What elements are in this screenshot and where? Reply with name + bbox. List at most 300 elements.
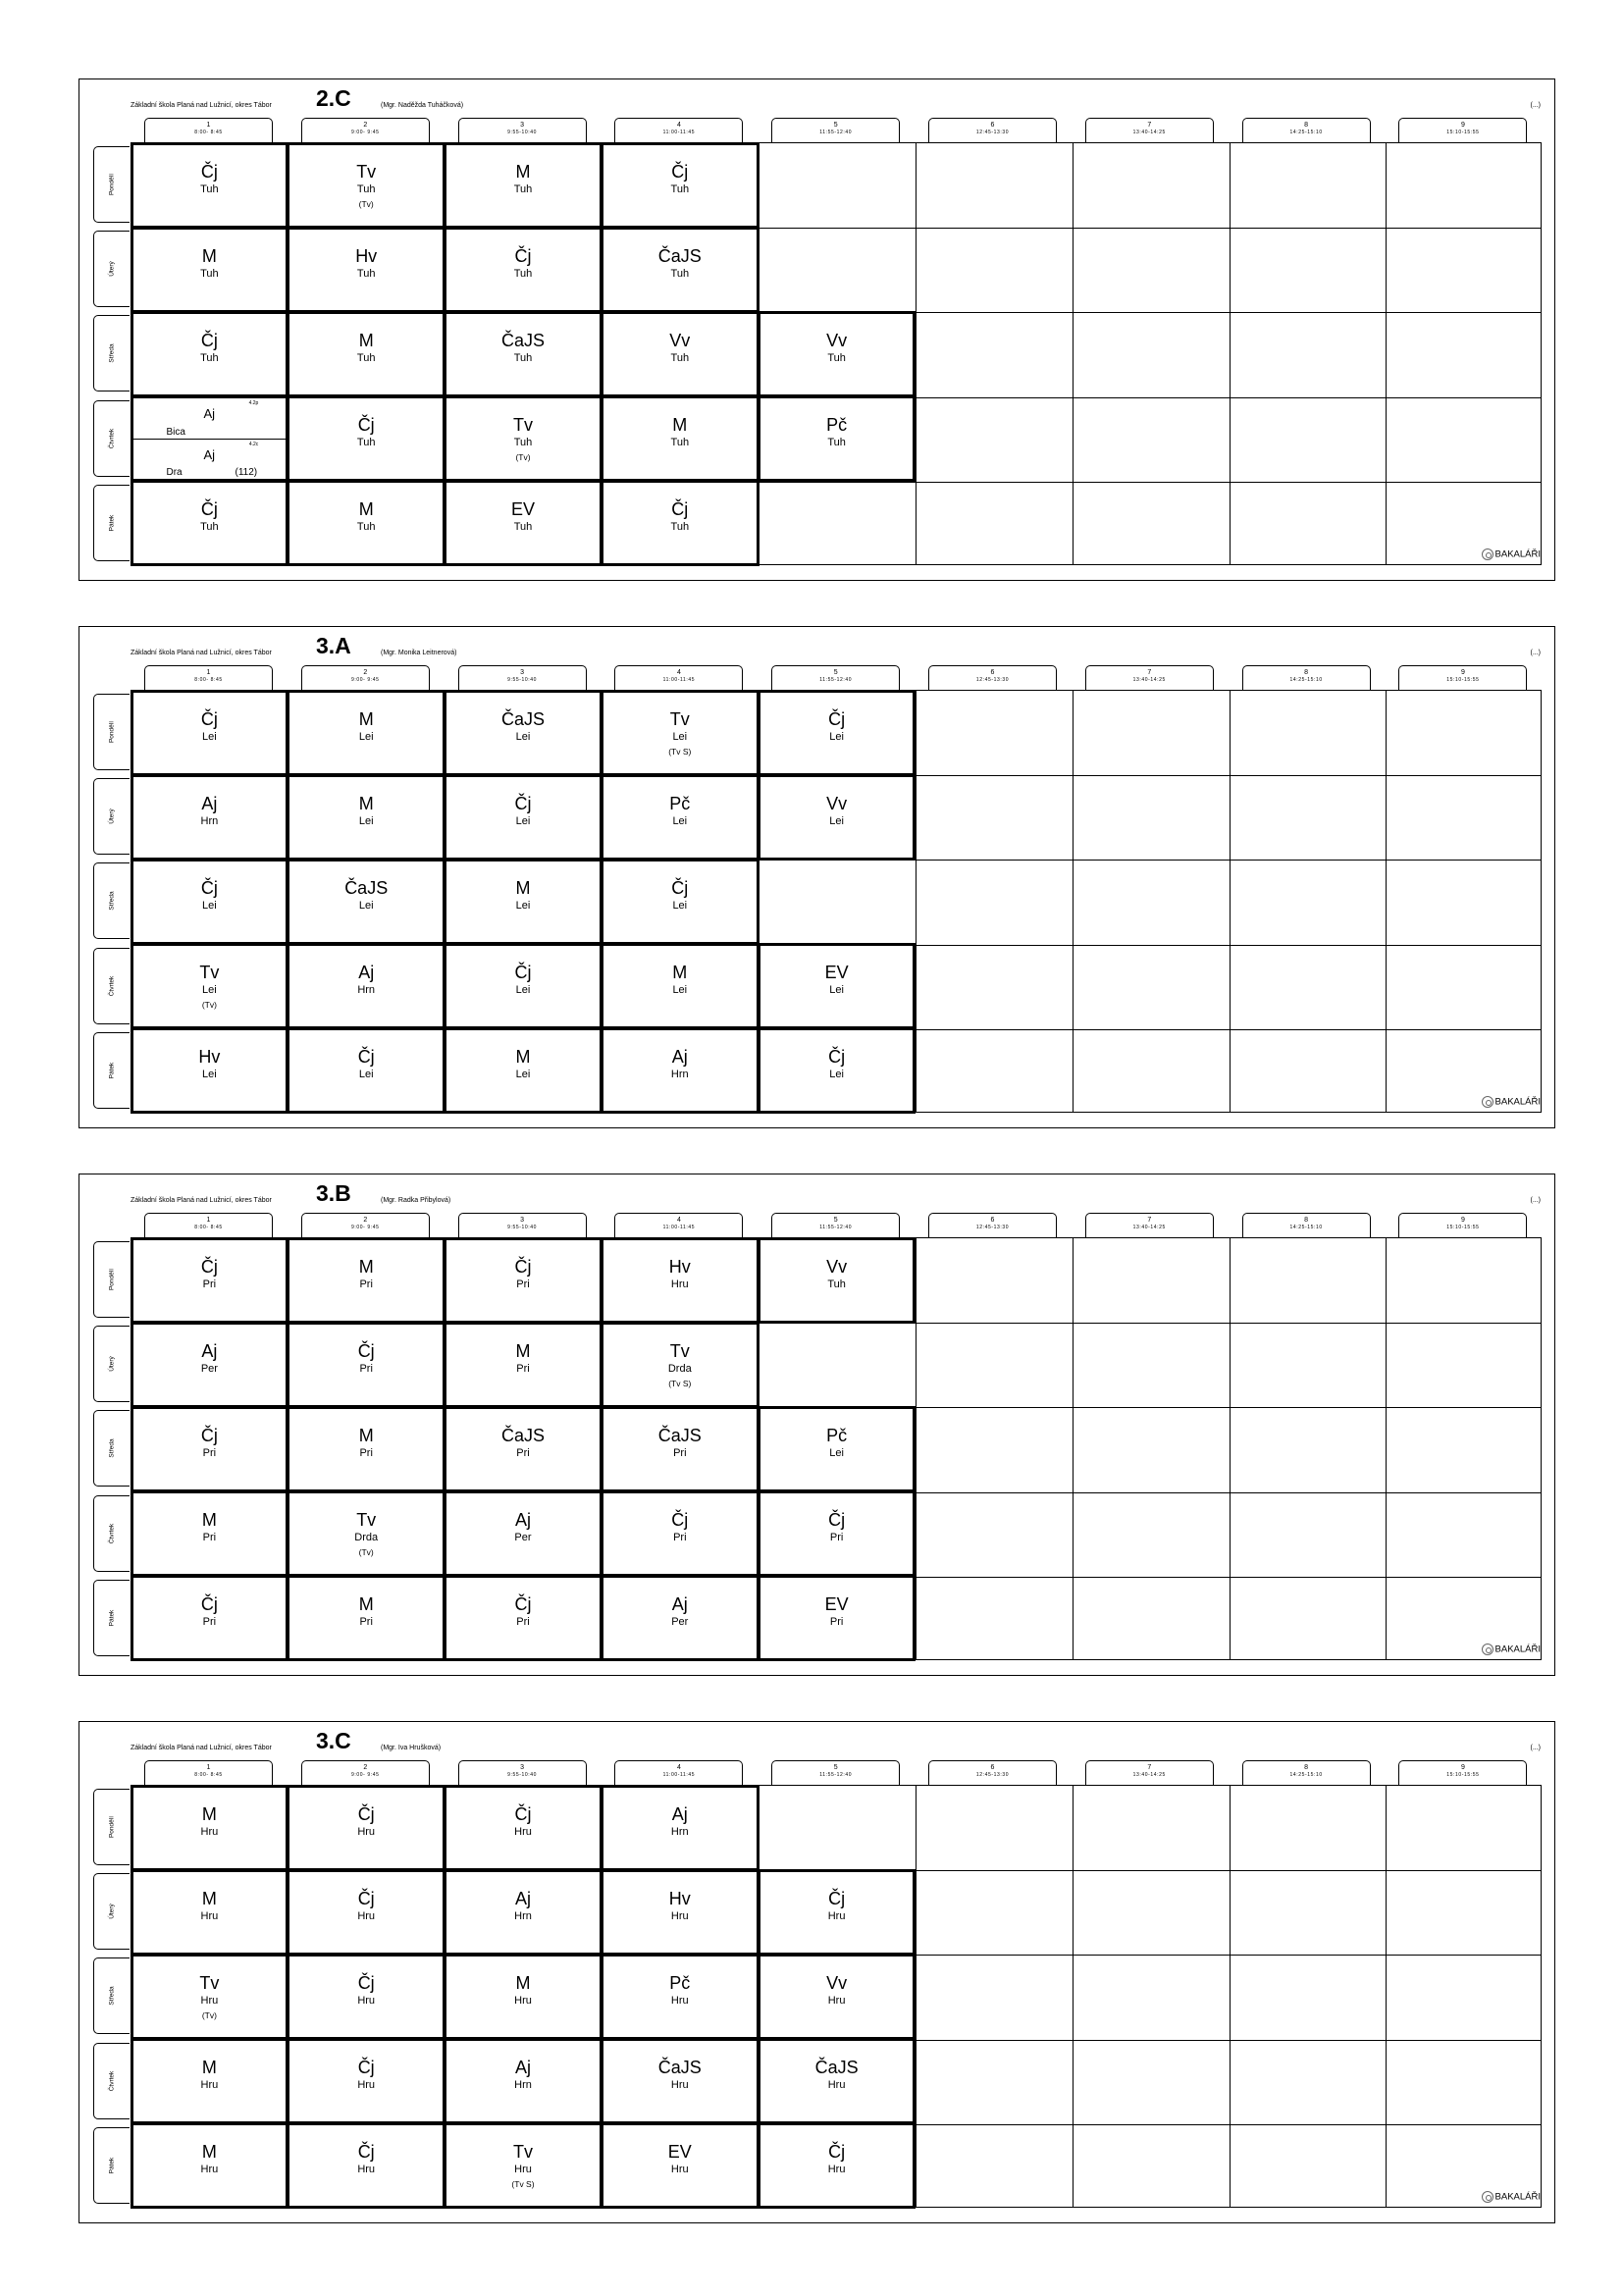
lesson-cell[interactable]	[601, 1237, 760, 1324]
lesson-subject: Čj	[828, 1888, 846, 1908]
lesson-subject: Čj	[200, 877, 218, 898]
lesson-subject: EV	[667, 2142, 692, 2163]
class-title: 3.B	[316, 1180, 351, 1206]
lesson-group: 4.2p	[248, 400, 259, 407]
lesson-cell[interactable]	[758, 1575, 917, 1661]
period-time: 12:45-13:30	[975, 1225, 1010, 1230]
lesson-subject: Čj	[357, 1047, 375, 1068]
lesson-teacher: Hru	[357, 1994, 376, 2007]
brand-name: BAKALÁŘI	[1494, 1096, 1541, 1108]
period-tab	[1398, 1213, 1527, 1238]
lesson-cell[interactable]	[601, 774, 760, 861]
lesson-cell[interactable]	[287, 1406, 445, 1492]
period-time: 14:25-15:10	[1289, 130, 1323, 135]
period-number: 6	[990, 1764, 995, 1771]
lesson-cell[interactable]	[287, 480, 445, 566]
grid-line	[1073, 1786, 1074, 2207]
sheet-header	[79, 1174, 1554, 1214]
lesson-teacher: Lei	[358, 1069, 374, 1081]
lesson-teacher: Dra	[166, 467, 183, 479]
lesson-cell[interactable]	[444, 1027, 602, 1114]
period-number: 3	[520, 1764, 525, 1771]
period-tab	[301, 118, 430, 143]
lesson-cell[interactable]	[601, 1322, 760, 1408]
period-header	[131, 1213, 1542, 1237]
lesson-room: (Tv)	[358, 198, 374, 209]
day-label: Pátek	[108, 2157, 116, 2174]
lesson-cell[interactable]	[287, 142, 445, 229]
lesson-room: (Tv)	[358, 1547, 374, 1558]
period-time: 11:55-12:40	[819, 677, 853, 683]
lesson-teacher: Tuh	[200, 521, 219, 534]
lesson-cell[interactable]	[758, 2038, 917, 2124]
grid-line	[1230, 691, 1231, 1112]
lesson-subject: M	[515, 161, 531, 182]
lesson-cell[interactable]	[131, 395, 289, 482]
lesson-cell[interactable]	[444, 690, 602, 776]
lesson-subject: M	[358, 499, 374, 520]
class-title: 2.C	[316, 85, 351, 111]
lesson-teacher: Per	[671, 1616, 689, 1629]
day-tab	[93, 231, 130, 307]
period-number: 1	[206, 1217, 211, 1224]
lesson-subject: Hv	[355, 245, 378, 266]
lesson-cell[interactable]	[131, 1490, 289, 1577]
lesson-teacher: Hrn	[670, 1825, 689, 1838]
lesson-cell[interactable]	[131, 142, 289, 229]
lesson-subject: Aj	[514, 2058, 531, 2078]
period-tab	[144, 118, 273, 143]
lesson-cell[interactable]	[758, 1869, 917, 1956]
lesson-cell[interactable]	[601, 311, 760, 397]
lesson-subject: Pč	[669, 1972, 691, 1993]
lesson-teacher: Lei	[202, 899, 217, 912]
lesson-teacher: Tuh	[827, 437, 846, 449]
period-time: 13:40-14:25	[1132, 130, 1166, 135]
lesson-subject: Hv	[668, 1256, 691, 1277]
lesson-cell[interactable]	[601, 1027, 760, 1114]
lesson-teacher: Lei	[202, 984, 217, 997]
lesson-subject: M	[201, 2142, 217, 2163]
lesson-cell[interactable]	[601, 480, 760, 566]
lesson-teacher: Lei	[829, 1069, 844, 1081]
period-tab	[301, 665, 430, 691]
lesson-group: 4.2c	[248, 442, 259, 448]
lesson-cell[interactable]	[131, 2038, 289, 2124]
lesson-subject: Čj	[200, 1256, 218, 1277]
lesson-teacher: Tuh	[513, 267, 533, 280]
lesson-teacher: Pri	[516, 1278, 530, 1290]
period-tab	[928, 665, 1057, 691]
lesson-subject: Čj	[357, 415, 375, 436]
lesson-cell[interactable]	[601, 227, 760, 313]
lesson-cell[interactable]	[601, 943, 760, 1029]
lesson-subject: M	[672, 963, 688, 983]
lesson-subject: M	[358, 1256, 374, 1277]
lesson-subject: Aj	[671, 1594, 688, 1615]
period-number: 6	[990, 669, 995, 676]
lesson-cell[interactable]	[758, 1490, 917, 1577]
period-number: 2	[363, 1764, 368, 1771]
lesson-cell[interactable]	[287, 943, 445, 1029]
period-number: 9	[1460, 669, 1465, 676]
lesson-cell[interactable]	[758, 774, 917, 861]
lesson-cell[interactable]	[131, 943, 289, 1029]
lesson-cell[interactable]	[287, 311, 445, 397]
period-tab	[1242, 1760, 1371, 1786]
lesson-subject: M	[515, 1340, 531, 1361]
lesson-cell[interactable]	[287, 1954, 445, 2040]
period-number: 5	[833, 122, 838, 129]
period-header	[131, 665, 1542, 690]
lesson-teacher: Hru	[827, 1909, 846, 1922]
lesson-teacher: Hru	[514, 1994, 532, 2007]
schedule-grid	[131, 690, 1542, 1113]
lesson-cell[interactable]	[444, 1406, 602, 1492]
period-tab	[1085, 665, 1214, 691]
lesson-cell[interactable]	[444, 480, 602, 566]
lesson-cell[interactable]	[287, 395, 445, 482]
day-label: Středa	[108, 1986, 116, 2006]
lesson-teacher: Drda	[667, 1362, 692, 1375]
lesson-subject: Čj	[357, 1803, 375, 1824]
lesson-cell[interactable]	[131, 1954, 289, 2040]
lesson-teacher: Tuh	[670, 437, 690, 449]
period-tab	[1242, 665, 1371, 691]
period-number: 2	[363, 1217, 368, 1224]
lesson-cell[interactable]	[287, 774, 445, 861]
lesson-cell[interactable]	[131, 690, 289, 776]
lesson-room: (Tv)	[515, 452, 531, 463]
lesson-teacher: Tuh	[200, 351, 219, 364]
lesson-cell[interactable]	[444, 1869, 602, 1956]
lesson-subject: Čj	[200, 330, 218, 350]
lesson-subject: M	[515, 1047, 531, 1068]
period-number: 2	[363, 669, 368, 676]
lesson-cell[interactable]	[287, 1237, 445, 1324]
lesson-cell[interactable]	[131, 1575, 289, 1661]
day-label: Čtvrtek	[108, 2070, 116, 2091]
timetable-sheet	[79, 1174, 1555, 1676]
lesson-subject: Aj	[671, 1803, 688, 1824]
lesson-cell[interactable]	[758, 690, 917, 776]
lesson-cell[interactable]	[131, 311, 289, 397]
period-tab	[301, 1760, 430, 1786]
lesson-teacher: Lei	[358, 899, 374, 912]
lesson-teacher: Tuh	[827, 1278, 846, 1290]
lesson-subject: ČaJS	[657, 2058, 702, 2078]
lesson-cell[interactable]	[287, 1575, 445, 1661]
lesson-cell[interactable]	[131, 1785, 289, 1871]
lesson-cell[interactable]	[601, 395, 760, 482]
lesson-cell[interactable]	[444, 142, 602, 229]
day-tab	[93, 1032, 130, 1109]
lesson-cell[interactable]	[758, 1406, 917, 1492]
lesson-teacher: Hru	[827, 1994, 846, 2007]
period-tab	[1085, 1760, 1214, 1786]
day-tab	[93, 694, 130, 770]
day-tab	[93, 1495, 130, 1572]
lesson-subject: Vv	[826, 1972, 848, 1993]
lesson-cell[interactable]	[758, 2122, 917, 2209]
lesson-cell[interactable]	[131, 480, 289, 566]
grid-line	[1230, 1786, 1231, 2207]
lesson-teacher: Pri	[516, 1446, 530, 1459]
period-time: 9:00- 9:45	[351, 130, 380, 135]
period-number: 1	[206, 1764, 211, 1771]
lesson-cell[interactable]	[758, 311, 917, 397]
school-name: Základní škola Planá nad Lužnicí, okres Tábor	[131, 650, 272, 656]
brand-logo	[1482, 1096, 1541, 1108]
lesson-cell[interactable]	[287, 2038, 445, 2124]
lesson-cell[interactable]	[601, 1575, 760, 1661]
day-tab	[93, 1241, 130, 1318]
lesson-subject: Aj	[514, 1510, 531, 1531]
period-number: 8	[1304, 669, 1309, 676]
lesson-teacher: Hrn	[200, 814, 219, 827]
lesson-subject: Vv	[669, 330, 691, 350]
lesson-subject: EV	[824, 963, 849, 983]
school-name: Základní škola Planá nad Lužnicí, okres Tábor	[131, 1197, 272, 1204]
lesson-cell[interactable]	[444, 2122, 602, 2209]
period-number: 3	[520, 669, 525, 676]
period-time: 9:00- 9:45	[351, 1225, 380, 1230]
lesson-subject: Aj	[514, 1888, 531, 1908]
lesson-teacher: Hru	[357, 1909, 376, 1922]
period-tab	[771, 1760, 900, 1786]
day-column	[93, 690, 129, 1112]
grid-line	[1073, 691, 1074, 1112]
lesson-cell[interactable]	[444, 1785, 602, 1871]
lesson-teacher: Bica	[166, 427, 185, 439]
day-tab	[93, 778, 130, 855]
day-tab	[93, 1326, 130, 1402]
lesson-subject: Pč	[826, 1425, 848, 1445]
period-time: 11:00-11:45	[662, 1225, 696, 1230]
lesson-cell[interactable]	[287, 690, 445, 776]
lesson-subject: ČaJS	[500, 330, 545, 350]
lesson-cell[interactable]	[601, 1869, 760, 1956]
lesson-cell[interactable]	[287, 1785, 445, 1871]
lesson-teacher: Hrn	[514, 1909, 532, 1922]
lesson-teacher: Hru	[200, 1825, 219, 1838]
lesson-subject: ČaJS	[657, 245, 702, 266]
lesson-subject: M	[201, 2058, 217, 2078]
lesson-cell[interactable]	[444, 227, 602, 313]
period-number: 9	[1460, 122, 1465, 129]
lesson-subject: ČaJS	[344, 877, 389, 898]
lesson-cell[interactable]	[131, 1406, 289, 1492]
lesson-cell[interactable]	[131, 1237, 289, 1324]
grid-line	[1073, 1238, 1074, 1659]
lesson-cell[interactable]	[444, 943, 602, 1029]
lesson-cell[interactable]	[601, 2038, 760, 2124]
bakalari-icon	[1482, 548, 1493, 560]
timetable-sheet	[79, 78, 1555, 581]
lesson-subject: Aj	[201, 1340, 218, 1361]
day-tab	[93, 1873, 130, 1950]
lesson-teacher: Tuh	[670, 351, 690, 364]
period-tab	[771, 665, 900, 691]
lesson-teacher: Hru	[670, 1278, 689, 1290]
lesson-cell[interactable]	[131, 2122, 289, 2209]
sheet-header	[79, 1722, 1554, 1761]
period-tab	[301, 1213, 430, 1238]
period-number: 4	[676, 122, 681, 129]
lesson-cell[interactable]	[444, 311, 602, 397]
lesson-room: (Tv S)	[668, 1378, 692, 1388]
lesson-cell[interactable]	[444, 774, 602, 861]
grid-line	[1386, 691, 1387, 1112]
lesson-teacher: Pri	[202, 1446, 217, 1459]
period-time: 8:00- 8:45	[194, 1225, 223, 1230]
bakalari-icon	[1482, 1644, 1493, 1655]
lesson-teacher: Drda	[354, 1532, 379, 1544]
lesson-cell[interactable]	[444, 1322, 602, 1408]
period-time: 8:00- 8:45	[194, 1772, 223, 1778]
lesson-cell[interactable]	[287, 2122, 445, 2209]
period-time: 13:40-14:25	[1132, 677, 1166, 683]
period-time: 8:00- 8:45	[194, 130, 223, 135]
period-number: 9	[1460, 1217, 1465, 1224]
period-number: 7	[1147, 669, 1152, 676]
day-tab	[93, 1789, 130, 1865]
lesson-teacher: Hru	[357, 2164, 376, 2176]
lesson-cell[interactable]	[444, 1490, 602, 1577]
lesson-subject: Čj	[357, 2058, 375, 2078]
lesson-teacher: Tuh	[200, 267, 219, 280]
lesson-cell[interactable]	[287, 1322, 445, 1408]
period-tab	[614, 118, 743, 143]
period-number: 5	[833, 1217, 838, 1224]
lesson-cell[interactable]	[601, 1954, 760, 2040]
period-time: 13:40-14:25	[1132, 1772, 1166, 1778]
lesson-cell[interactable]	[444, 1575, 602, 1661]
period-tab	[1085, 118, 1214, 143]
period-tab	[1242, 118, 1371, 143]
lesson-teacher: Hru	[200, 2079, 219, 2092]
lesson-teacher: Tuh	[670, 521, 690, 534]
lesson-subject: Čj	[828, 2142, 846, 2163]
schedule-grid	[131, 1237, 1542, 1660]
lesson-teacher: Hru	[670, 1994, 689, 2007]
lesson-cell[interactable]	[444, 1954, 602, 2040]
grid-line	[1230, 143, 1231, 564]
lesson-subject: EV	[510, 499, 535, 520]
day-tab	[93, 1580, 130, 1656]
period-time: 9:55-10:40	[507, 130, 538, 135]
period-tab	[458, 1213, 587, 1238]
lesson-cell[interactable]	[131, 1027, 289, 1114]
lesson-cell[interactable]	[287, 859, 445, 945]
lesson-subject: Čj	[514, 793, 532, 813]
lesson-subject: Čj	[357, 1888, 375, 1908]
lesson-teacher: Hru	[357, 1825, 376, 1838]
lesson-subject: Vv	[826, 793, 848, 813]
lesson-cell[interactable]	[287, 1869, 445, 1956]
lesson-cell[interactable]	[601, 859, 760, 945]
lesson-cell[interactable]	[131, 227, 289, 313]
schedule-grid	[131, 1785, 1542, 2208]
lesson-teacher: Lei	[515, 899, 531, 912]
lesson-subject: Čj	[357, 1972, 375, 1993]
lesson-cell[interactable]	[287, 1027, 445, 1114]
period-time: 14:25-15:10	[1289, 1772, 1323, 1778]
day-column	[93, 1785, 129, 2207]
schedule-grid	[131, 142, 1542, 565]
group-half	[133, 398, 287, 439]
period-header	[131, 118, 1542, 142]
lesson-teacher: Per	[200, 1362, 218, 1375]
lesson-cell[interactable]	[758, 395, 917, 482]
lesson-cell[interactable]	[758, 1954, 917, 2040]
period-tab	[458, 665, 587, 691]
period-number: 8	[1304, 1217, 1309, 1224]
lesson-teacher: Lei	[358, 814, 374, 827]
lesson-cell[interactable]	[601, 1490, 760, 1577]
period-time: 11:55-12:40	[819, 130, 853, 135]
day-column	[93, 142, 129, 564]
lesson-cell[interactable]	[758, 1237, 917, 1324]
lesson-cell[interactable]	[131, 1322, 289, 1408]
lesson-room: (Tv S)	[511, 2179, 535, 2190]
lesson-cell[interactable]	[131, 1869, 289, 1956]
lesson-cell[interactable]	[131, 774, 289, 861]
lesson-cell[interactable]	[287, 227, 445, 313]
lesson-subject: M	[358, 1594, 374, 1615]
lesson-subject: Aj	[201, 793, 218, 813]
lesson-teacher: Pri	[359, 1446, 373, 1459]
lesson-teacher: Hru	[514, 1825, 532, 1838]
period-time: 12:45-13:30	[975, 130, 1010, 135]
grid-line	[1230, 1238, 1231, 1659]
lesson-cell[interactable]	[444, 2038, 602, 2124]
day-label: Pondělí	[108, 1815, 116, 1839]
lesson-subject: ČaJS	[657, 1425, 702, 1445]
lesson-teacher: Per	[514, 1532, 532, 1544]
lesson-subject: M	[515, 877, 531, 898]
period-time: 8:00- 8:45	[194, 677, 223, 683]
lesson-cell[interactable]	[758, 1027, 917, 1114]
lesson-cell[interactable]	[601, 2122, 760, 2209]
lesson-subject: M	[358, 330, 374, 350]
school-name: Základní škola Planá nad Lužnicí, okres Tábor	[131, 102, 272, 109]
lesson-cell[interactable]	[444, 1237, 602, 1324]
day-label: Úterý	[108, 1356, 116, 1372]
lesson-cell[interactable]	[601, 1406, 760, 1492]
lesson-subject: Tv	[356, 161, 377, 182]
lesson-cell[interactable]	[287, 1490, 445, 1577]
lesson-teacher: Tuh	[513, 437, 533, 449]
lesson-cell[interactable]	[444, 395, 602, 482]
period-time: 15:10-15:55	[1446, 1772, 1480, 1778]
lesson-teacher: Tuh	[356, 351, 376, 364]
day-label: Čtvrtek	[108, 428, 116, 448]
lesson-subject: Čj	[514, 1256, 532, 1277]
lesson-teacher: Lei	[672, 814, 688, 827]
lesson-subject: Tv	[199, 963, 220, 983]
lesson-cell[interactable]	[131, 859, 289, 945]
lesson-subject: ČaJS	[814, 2058, 859, 2078]
lesson-cell[interactable]	[601, 690, 760, 776]
period-time: 9:55-10:40	[507, 677, 538, 683]
lesson-cell[interactable]	[444, 859, 602, 945]
lesson-cell[interactable]	[601, 142, 760, 229]
lesson-subject: Čj	[200, 1425, 218, 1445]
period-number: 8	[1304, 122, 1309, 129]
lesson-cell[interactable]	[758, 943, 917, 1029]
lesson-cell[interactable]	[601, 1785, 760, 1871]
